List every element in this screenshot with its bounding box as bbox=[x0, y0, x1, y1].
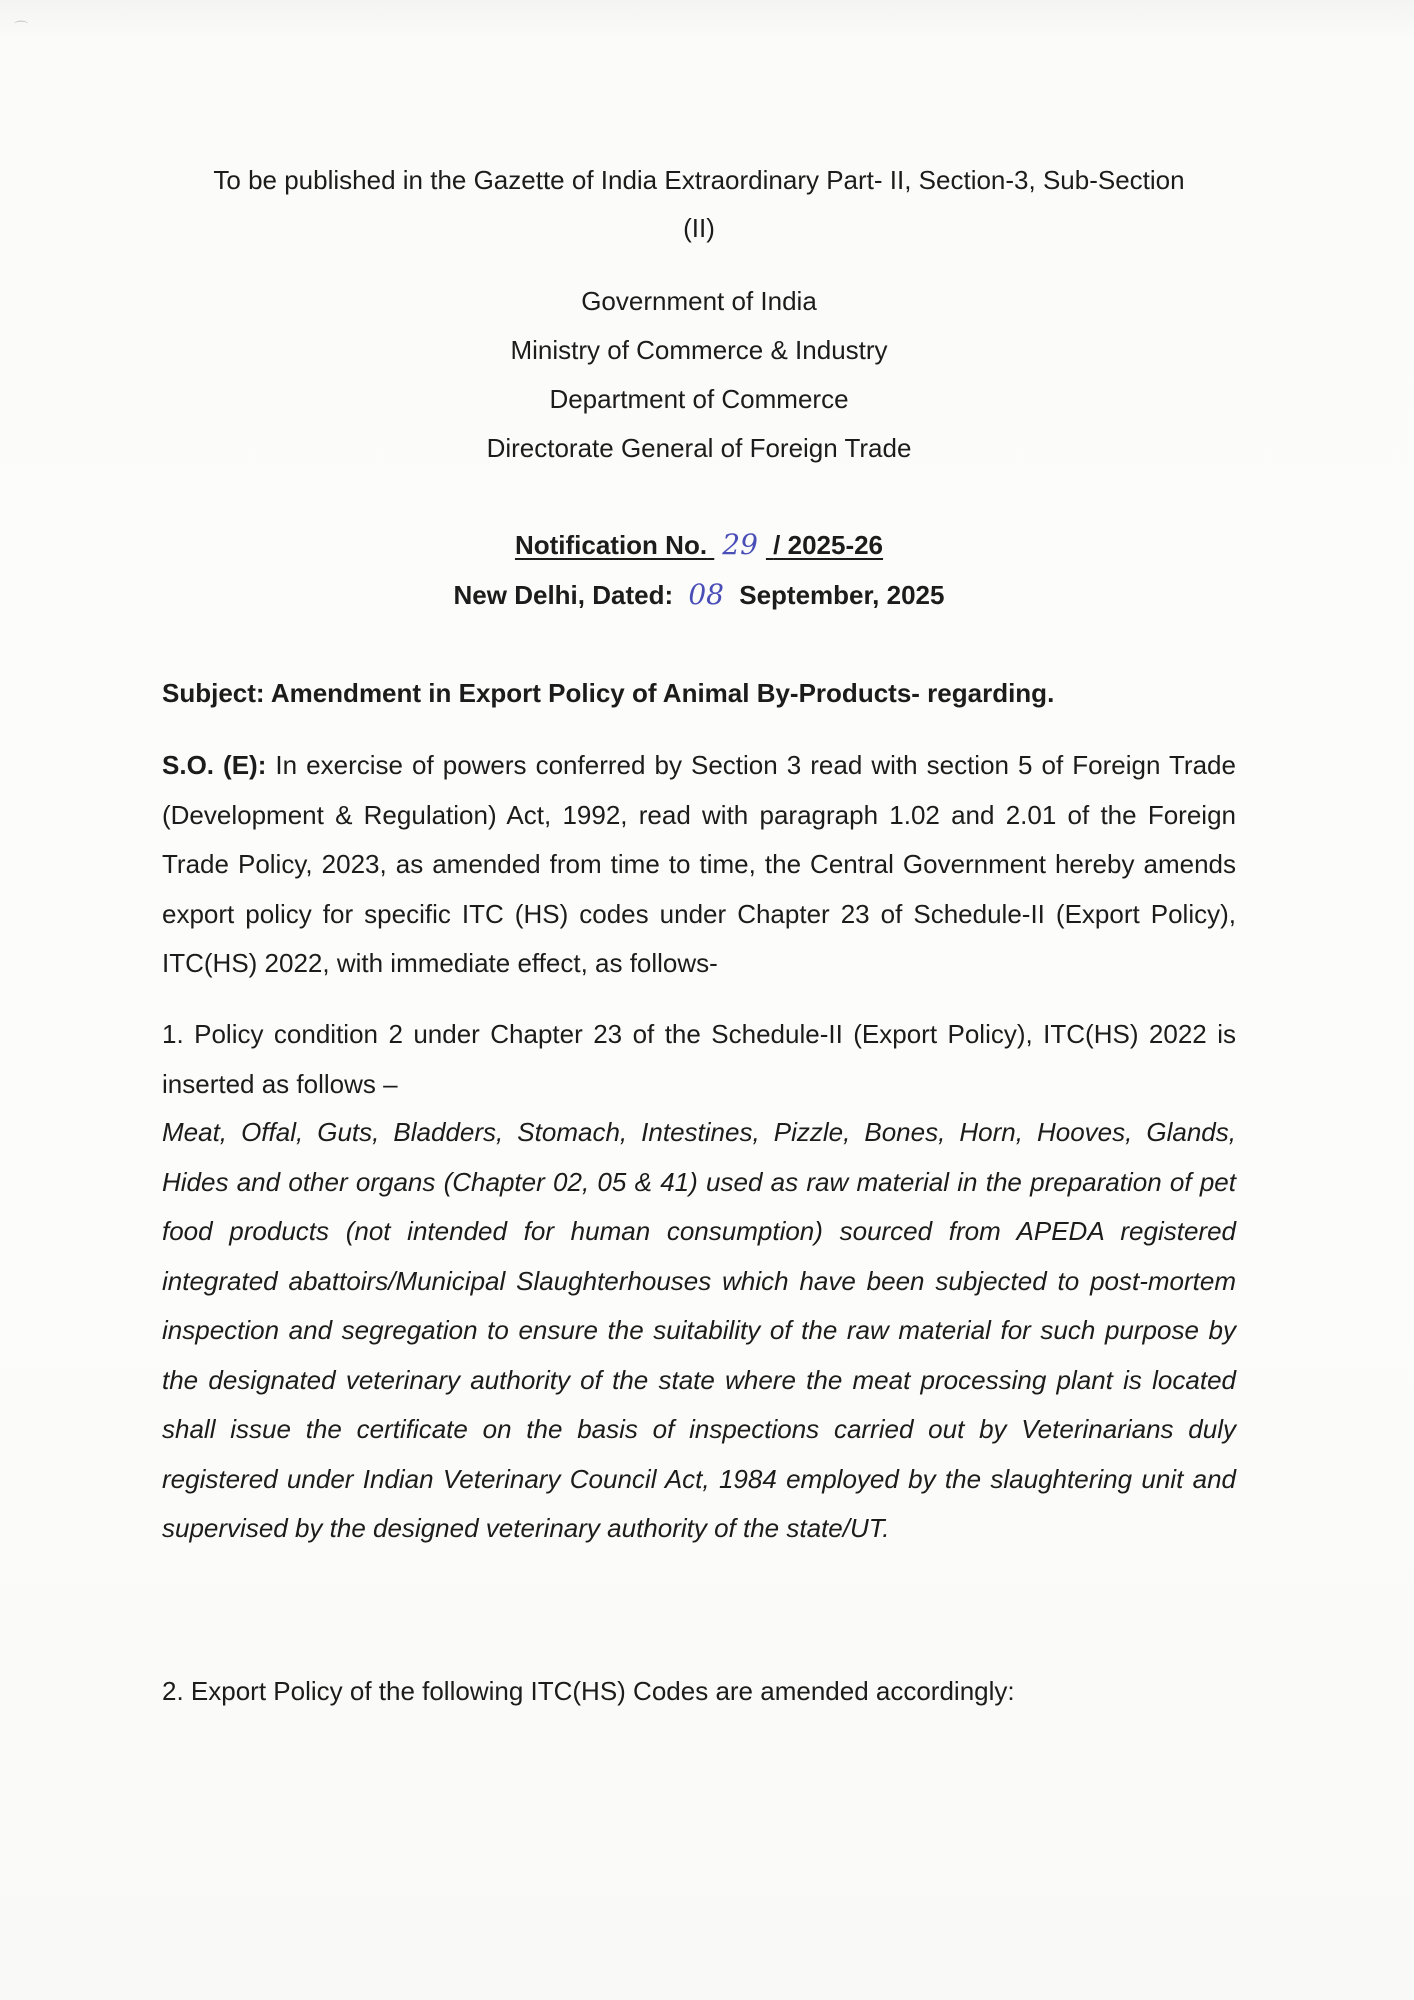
ministry-name: Ministry of Commerce & Industry bbox=[510, 335, 888, 365]
government-name: Government of India bbox=[581, 286, 817, 316]
notification-year: / 2025-26 bbox=[773, 530, 884, 560]
notification-block bbox=[162, 520, 1236, 620]
handwritten-day: 08 bbox=[688, 578, 724, 611]
policy-condition-text: Meat, Offal, Guts, Bladders, Stomach, Intestines, Pizzle, Bones, Horn, Hooves, Glands, Hides and other organs (Chapter 02, 05 & 41) used as raw material in the preparation of pet food products (not intended for human consumption) sourced from APEDA registered integrated abattoirs/Municipal Slaughterhouses which have been subjected to post-mortem inspection and segregation to ensure the suitability of the raw material for such purpose by the designated veterinary authority of the state where the meat processing plant is located shall issue the certificate on the basis of inspections carried out by Veterinarians duly registered under Indian Veterinary Council Act, 1984 employed by the slaughtering unit and supervised by the designed veterinary authority of the state/UT. bbox=[162, 1117, 1236, 1543]
gazette-line: To be published in the Gazette of India Extraordinary Part- II, Section-3, Sub-Section bbox=[213, 165, 1185, 195]
paragraph-1: 1. Policy condition 2 under Chapter 23 of the Schedule-II (Export Policy), ITC(HS) 2022 is inserted as follows – bbox=[162, 1019, 1236, 1099]
dated-prefix: New Delhi, Dated: bbox=[453, 580, 674, 610]
scan-mark: ⌒ bbox=[14, 20, 28, 36]
subject-line: Subject: Amendment in Export Policy of Animal By-Products- regarding. bbox=[162, 678, 1055, 708]
so-text: In exercise of powers conferred by Section 3 read with section 5 of Foreign Trade (Development & Regulation) Act, 1992, read with paragraph 1.02 and 2.01 of the Foreign Trade Policy, 2023, as amended from time to time, the Central Government hereby amends export policy for specific ITC (HS) codes under Chapter 23 of Schedule-II (Export Policy), ITC(HS) 2022, with immediate effect, as follows- bbox=[162, 750, 1236, 978]
directorate-name: Directorate General of Foreign Trade bbox=[486, 433, 912, 463]
issuing-authority bbox=[162, 277, 1236, 473]
notification-date bbox=[162, 570, 1236, 620]
so-paragraph bbox=[162, 741, 1236, 989]
gazette-notice bbox=[162, 156, 1236, 252]
gazette-subsection: (II) bbox=[683, 213, 715, 243]
notification-prefix: Notification No. bbox=[514, 530, 708, 560]
notification-number bbox=[162, 520, 1236, 570]
so-lead: S.O. (E): bbox=[162, 750, 267, 780]
paragraph-2: 2. Export Policy of the following ITC(HS) Codes are amended accordingly: bbox=[162, 1676, 1015, 1706]
dated-suffix: September, 2025 bbox=[739, 580, 945, 610]
handwritten-number: 29 bbox=[722, 528, 758, 561]
department-name: Department of Commerce bbox=[549, 384, 849, 414]
